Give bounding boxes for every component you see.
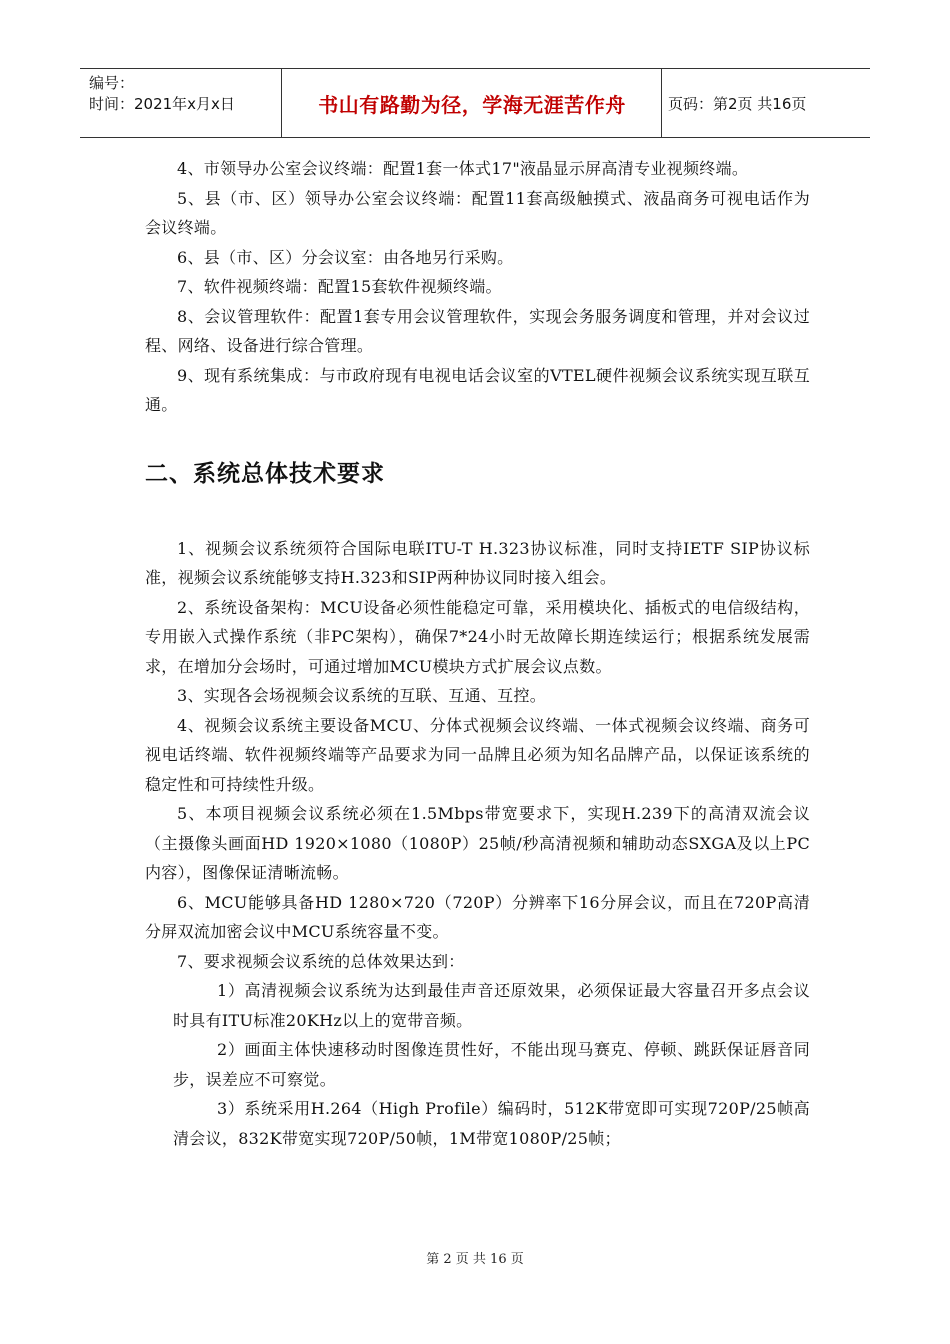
page-header xyxy=(80,68,870,138)
spacer xyxy=(145,490,810,534)
page-footer: 第 2 页 共 16 页 xyxy=(426,1252,524,1267)
paragraph: 7、要求视频会议系统的总体效果达到： xyxy=(177,951,465,971)
paragraph: 4、视频会议系统主要设备MCU、分体式视频会议终端、一体式视频会议终端、商务可视电话终端、软件视频终端等产品要求为同一品牌且必须为知名品牌产品，以保证该系统的稳定性和可持续性升级。 xyxy=(145,715,810,794)
document-body xyxy=(145,154,810,1153)
paragraph: 1、视频会议系统须符合国际电联ITU-T H.323协议标准，同时支持IETF SIP协议标准，视频会议系统能够支持H.323和SIP两种协议同时接入组会。 xyxy=(145,538,810,587)
document-time-label: 时间：2021年x月x日 xyxy=(89,95,235,113)
paragraph: 9、现有系统集成：与市政府现有电视电话会议室的VTEL硬件视频会议系统实现互联互通。 xyxy=(145,365,810,414)
document-number-label: 编号： xyxy=(89,74,135,92)
header-motto: 书山有路勤为径，学海无涯苦作舟 xyxy=(283,69,662,137)
header-meta xyxy=(80,69,282,137)
paragraph: 7、软件视频终端：配置15套软件视频终端。 xyxy=(177,277,502,296)
section-heading: 二、系统总体技术要求 xyxy=(145,460,385,487)
paragraph: 5、县（市、区）领导办公室会议终端：配置11套高级触摸式、液晶商务可视电话作为会议终端。 xyxy=(145,188,810,237)
paragraph: 4、市领导办公室会议终端：配置1套一体式17"液晶显示屏高清专业视频终端。 xyxy=(177,159,749,178)
paragraph: 8、会议管理软件：配置1套专用会议管理软件，实现会务服务调度和管理，并对会议过程、网络、设备进行综合管理。 xyxy=(145,306,810,355)
sub-item: 1）高清视频会议系统为达到最佳声音还原效果，必须保证最大容量召开多点会议时具有ITU标准20KHz以上的宽带音频。 xyxy=(173,981,810,1030)
paragraph: 6、县（市、区）分会议室：由各地另行采购。 xyxy=(177,247,514,267)
paragraph: 2、系统设备架构：MCU设备必须性能稳定可靠，采用模块化、插板式的电信级结构，专用嵌入式操作系统（非PC架构），确保7*24小时无故障长期连续运行；根据系统发展需求，在增加分会场时，可通过增加MCU模块方式扩展会议点数。 xyxy=(145,597,810,676)
paragraph: 5、本项目视频会议系统必须在1.5Mbps带宽要求下，实现H.239下的高清双流会议（主摄像头画面HD 1920×1080（1080P）25帧/秒高清视频和辅助动态SXGA及以上PC内容），图像保证清晰流畅。 xyxy=(145,804,810,882)
paragraph: 3、实现各会场视频会议系统的互联、互通、互控。 xyxy=(177,686,547,705)
sub-item: 2）画面主体快速移动时图像连贯性好，不能出现马赛克、停顿、跳跃保证唇音同步，误差应不可察觉。 xyxy=(173,1040,810,1089)
sub-item: 3）系统采用H.264（High Profile）编码时，512K带宽即可实现720P/25帧高清会议，832K带宽实现720P/50帧，1M带宽1080P/25帧； xyxy=(173,1099,810,1148)
paragraph: 6、MCU能够具备HD 1280×720（720P）分辨率下16分屏会议，而且在720P高清分屏双流加密会议中MCU系统容量不变。 xyxy=(145,892,810,941)
header-page-info: 页码：第2页 共16页 xyxy=(668,94,807,113)
